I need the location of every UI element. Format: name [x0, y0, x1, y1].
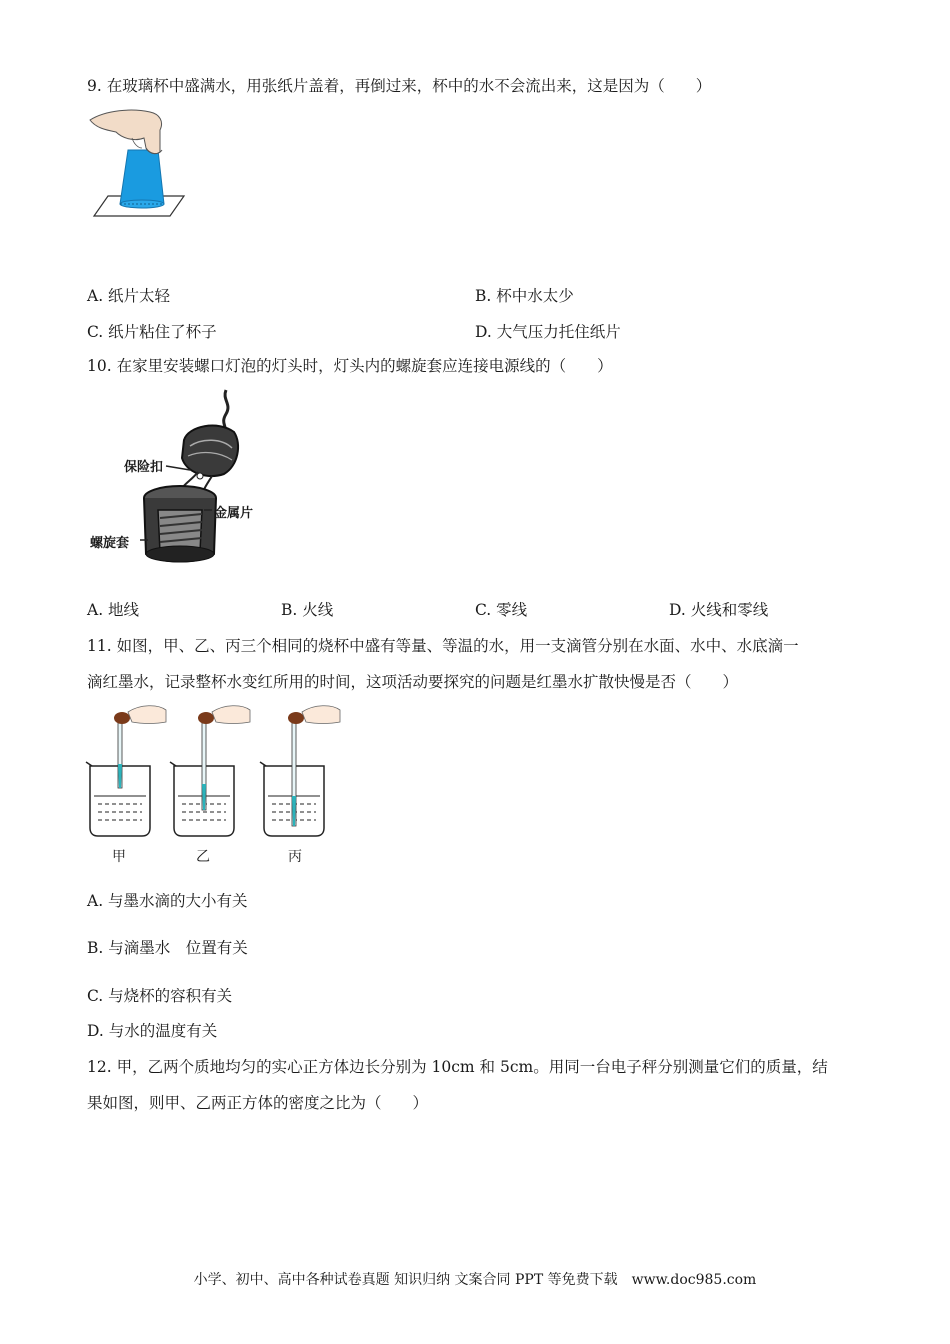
- q11-beakers-figure: [84, 704, 344, 866]
- safety-buckle-label: 保险扣: [124, 460, 164, 475]
- q10-lamp-socket-figure: [86, 386, 266, 572]
- q11-option-b: B. 与滴墨水 位置有关: [87, 939, 248, 957]
- q12-stem-line1: 12. 甲，乙两个质地均匀的实心正方体边长分别为 10cm 和 5cm。用同一台电子秤分别测量它们的质量，结: [87, 1058, 828, 1076]
- q10-option-a: A. 地线: [87, 601, 140, 619]
- beaker-label-jia: 甲: [112, 849, 126, 865]
- q12-stem-line2: 果如图，则甲、乙两正方体的密度之比为（ ）: [87, 1094, 429, 1112]
- q9-stem: 9. 在玻璃杯中盛满水，用张纸片盖着，再倒过来，杯中的水不会流出来，这是因为（ ）: [87, 77, 712, 95]
- metal-piece-label: 金属片: [214, 506, 254, 521]
- q9-option-c: C. 纸片粘住了杯子: [87, 323, 217, 341]
- q11-stem-line1: 11. 如图，甲、乙、丙三个相同的烧杯中盛有等量、等温的水，用一支滴管分别在水面、水中、水底滴一: [87, 637, 799, 655]
- q9-inverted-cup-figure: [88, 108, 188, 220]
- q10-option-c: C. 零线: [475, 601, 528, 619]
- spiral-sleeve-label: 螺旋套: [90, 536, 130, 551]
- q11-stem-line2: 滴红墨水，记录整杯水变红所用的时间，这项活动要探究的问题是红墨水扩散快慢是否（ ）: [87, 673, 739, 691]
- q10-stem: 10. 在家里安装螺口灯泡的灯头时，灯头内的螺旋套应连接电源线的（ ）: [87, 357, 613, 375]
- q11-option-a: A. 与墨水滴的大小有关: [87, 892, 248, 910]
- q9-option-a: A. 纸片太轻: [87, 287, 171, 305]
- q11-option-c: C. 与烧杯的容积有关: [87, 987, 233, 1005]
- page-footer: 小学、初中、高中各种试卷真题 知识归纳 文案合同 PPT 等免费下载 www.doc985.com: [193, 1272, 757, 1288]
- q9-option-b: B. 杯中水太少: [475, 287, 574, 305]
- q11-option-d: D. 与水的温度有关: [87, 1022, 218, 1040]
- q10-option-d: D. 火线和零线: [669, 601, 769, 619]
- q10-option-b: B. 火线: [281, 601, 334, 619]
- beaker-label-bing: 丙: [288, 849, 302, 865]
- beaker-label-yi: 乙: [196, 849, 210, 865]
- q9-option-d: D. 大气压力托住纸片: [475, 323, 621, 341]
